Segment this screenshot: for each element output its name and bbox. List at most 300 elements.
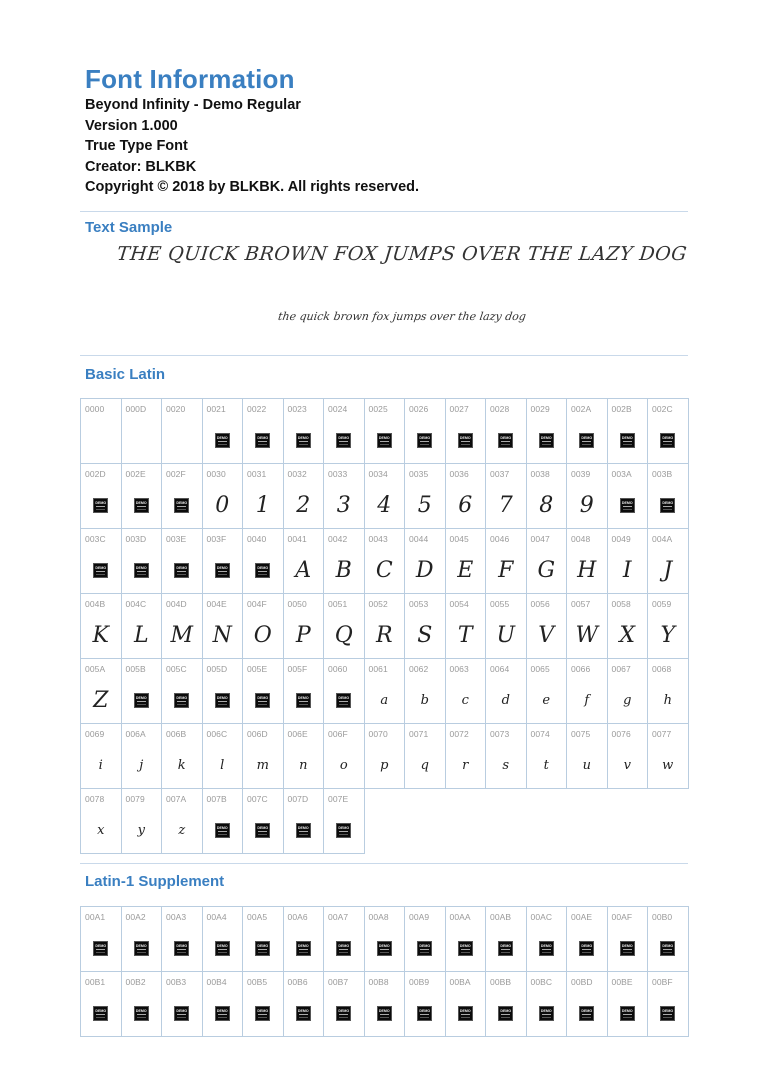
codepoint-label: 006C bbox=[206, 729, 228, 739]
codepoint-label: 00A1 bbox=[85, 912, 106, 922]
glyph-preview bbox=[203, 423, 243, 457]
codepoint-label: 0028 bbox=[490, 404, 510, 414]
glyph-preview bbox=[648, 423, 688, 457]
glyph-preview bbox=[405, 996, 445, 1030]
demo-glyph-placeholder-icon: DEMO bbox=[539, 433, 554, 448]
glyph-preview bbox=[243, 683, 283, 717]
glyph-cell-006E bbox=[284, 724, 325, 789]
glyph-cell-0035 bbox=[405, 464, 446, 529]
demo-glyph-placeholder-icon: DEMO bbox=[93, 498, 108, 513]
glyph-preview: v bbox=[623, 757, 631, 773]
demo-glyph-placeholder-icon: DEMO bbox=[255, 563, 270, 578]
glyph-preview bbox=[527, 931, 567, 965]
demo-glyph-placeholder-icon: DEMO bbox=[215, 563, 230, 578]
glyph-preview: M bbox=[170, 622, 194, 648]
glyph-preview bbox=[243, 553, 283, 587]
glyph-preview: A bbox=[295, 557, 312, 583]
glyph-cell-0022 bbox=[243, 399, 284, 464]
codepoint-label: 0079 bbox=[125, 794, 145, 804]
glyph-row bbox=[81, 529, 689, 594]
glyph-cell-0045 bbox=[446, 529, 487, 594]
codepoint-label: 00A8 bbox=[368, 912, 389, 922]
glyph-cell-00A7 bbox=[324, 907, 365, 972]
glyph-cell-0044 bbox=[405, 529, 446, 594]
codepoint-label: 00A5 bbox=[247, 912, 268, 922]
glyph-preview bbox=[122, 996, 162, 1030]
glyph-preview bbox=[324, 931, 364, 965]
codepoint-label: 0067 bbox=[611, 664, 631, 674]
glyph-row bbox=[81, 972, 689, 1037]
glyph-cell-0036 bbox=[446, 464, 487, 529]
glyph-cell-00B2 bbox=[122, 972, 163, 1037]
glyph-preview: X bbox=[619, 622, 636, 648]
codepoint-label: 004F bbox=[247, 599, 267, 609]
glyph-cell-0062 bbox=[405, 659, 446, 724]
codepoint-label: 0046 bbox=[490, 534, 510, 544]
demo-glyph-placeholder-icon: DEMO bbox=[296, 941, 311, 956]
codepoint-label: 00BC bbox=[530, 977, 553, 987]
glyph-preview bbox=[81, 488, 121, 522]
codepoint-label: 0025 bbox=[368, 404, 388, 414]
glyph-preview: u bbox=[582, 757, 591, 773]
codepoint-label: 006F bbox=[328, 729, 348, 739]
glyph-preview: N bbox=[212, 622, 232, 648]
codepoint-label: 0035 bbox=[409, 469, 429, 479]
glyph-preview bbox=[405, 931, 445, 965]
glyph-preview: J bbox=[663, 557, 673, 583]
glyph-preview: W bbox=[575, 622, 599, 648]
glyph-preview bbox=[284, 813, 324, 847]
demo-glyph-placeholder-icon: DEMO bbox=[255, 433, 270, 448]
demo-glyph-placeholder-icon: DEMO bbox=[296, 433, 311, 448]
glyph-preview bbox=[608, 931, 648, 965]
demo-glyph-placeholder-icon: DEMO bbox=[660, 498, 675, 513]
glyph-cell-0060 bbox=[324, 659, 365, 724]
glyph-cell-00AB bbox=[486, 907, 527, 972]
glyph-cell-00AC bbox=[527, 907, 568, 972]
glyph-preview: F bbox=[498, 557, 514, 583]
codepoint-label: 0063 bbox=[449, 664, 469, 674]
sample-uppercase: THE QUICK BROWN FOX JUMPS OVER THE LAZY DOG bbox=[115, 243, 689, 265]
demo-glyph-placeholder-icon: DEMO bbox=[377, 1006, 392, 1021]
glyph-cell-0057 bbox=[567, 594, 608, 659]
codepoint-label: 002B bbox=[611, 404, 632, 414]
demo-glyph-placeholder-icon: DEMO bbox=[498, 941, 513, 956]
glyph-cell-0076 bbox=[608, 724, 649, 789]
glyph-cell-00A9 bbox=[405, 907, 446, 972]
codepoint-label: 0048 bbox=[571, 534, 591, 544]
glyph-cell-002A bbox=[567, 399, 608, 464]
glyph-cell-004B bbox=[81, 594, 122, 659]
glyph-preview bbox=[567, 423, 607, 457]
codepoint-label: 0047 bbox=[530, 534, 550, 544]
glyph-cell-003F bbox=[203, 529, 244, 594]
codepoint-label: 006B bbox=[166, 729, 187, 739]
glyph-preview: Z bbox=[93, 687, 109, 713]
glyph-preview bbox=[405, 423, 445, 457]
codepoint-label: 0070 bbox=[368, 729, 388, 739]
glyph-preview: q bbox=[420, 757, 429, 773]
codepoint-label: 0031 bbox=[247, 469, 267, 479]
section-heading-basic-latin: Basic Latin bbox=[85, 366, 166, 383]
glyph-preview bbox=[324, 996, 364, 1030]
glyph-cell-00A4 bbox=[203, 907, 244, 972]
glyph-preview bbox=[486, 423, 526, 457]
demo-glyph-placeholder-icon: DEMO bbox=[255, 1006, 270, 1021]
glyph-preview: c bbox=[461, 692, 469, 708]
demo-glyph-placeholder-icon: DEMO bbox=[458, 1006, 473, 1021]
codepoint-label: 0026 bbox=[409, 404, 429, 414]
demo-glyph-placeholder-icon: DEMO bbox=[134, 563, 149, 578]
glyph-cell-00BB bbox=[486, 972, 527, 1037]
glyph-cell-004E bbox=[203, 594, 244, 659]
demo-glyph-placeholder-icon: DEMO bbox=[93, 1006, 108, 1021]
glyph-preview bbox=[162, 488, 202, 522]
glyph-cell-005F bbox=[284, 659, 325, 724]
glyph-cell-003C bbox=[81, 529, 122, 594]
demo-glyph-placeholder-icon: DEMO bbox=[255, 823, 270, 838]
glyph-cell-0069 bbox=[81, 724, 122, 789]
codepoint-label: 005D bbox=[206, 664, 228, 674]
glyph-cell-0033 bbox=[324, 464, 365, 529]
glyph-preview bbox=[162, 553, 202, 587]
codepoint-label: 0078 bbox=[85, 794, 105, 804]
demo-glyph-placeholder-icon: DEMO bbox=[255, 941, 270, 956]
glyph-preview-empty bbox=[81, 423, 121, 457]
glyph-cell-00B3 bbox=[162, 972, 203, 1037]
codepoint-label: 00BD bbox=[571, 977, 593, 987]
codepoint-label: 0030 bbox=[206, 469, 226, 479]
codepoint-label: 004D bbox=[166, 599, 187, 609]
demo-glyph-placeholder-icon: DEMO bbox=[296, 823, 311, 838]
glyph-cell-0067 bbox=[608, 659, 649, 724]
glyph-preview: k bbox=[177, 757, 186, 773]
codepoint-label: 00B0 bbox=[652, 912, 673, 922]
glyph-cell-0078 bbox=[81, 789, 122, 854]
demo-glyph-placeholder-icon: DEMO bbox=[134, 941, 149, 956]
demo-glyph-placeholder-icon: DEMO bbox=[215, 823, 230, 838]
glyph-cell-000D bbox=[122, 399, 163, 464]
codepoint-label: 002E bbox=[125, 469, 146, 479]
glyph-cell-00AE bbox=[567, 907, 608, 972]
glyph-cell-005B bbox=[122, 659, 163, 724]
glyph-cell-00A8 bbox=[365, 907, 406, 972]
glyph-preview: R bbox=[375, 622, 393, 648]
glyph-cell-0066 bbox=[567, 659, 608, 724]
glyph-preview bbox=[243, 423, 283, 457]
glyph-cell-007B bbox=[203, 789, 244, 854]
glyph-cell-00A2 bbox=[122, 907, 163, 972]
glyph-cell-0025 bbox=[365, 399, 406, 464]
codepoint-label: 0055 bbox=[490, 599, 510, 609]
glyph-cell-0074 bbox=[527, 724, 568, 789]
glyph-preview: B bbox=[335, 557, 352, 583]
glyph-preview bbox=[365, 423, 405, 457]
glyph-preview bbox=[122, 553, 162, 587]
codepoint-label: 00B6 bbox=[287, 977, 308, 987]
glyph-cell-0048 bbox=[567, 529, 608, 594]
glyph-row bbox=[81, 399, 689, 464]
glyph-preview bbox=[324, 423, 364, 457]
glyph-preview bbox=[567, 931, 607, 965]
glyph-cell-0056 bbox=[527, 594, 568, 659]
glyph-cell-0050 bbox=[284, 594, 325, 659]
glyph-cell-004C bbox=[122, 594, 163, 659]
codepoint-label: 0076 bbox=[611, 729, 631, 739]
codepoint-label: 0074 bbox=[530, 729, 550, 739]
divider bbox=[80, 211, 688, 212]
glyph-cell-0020 bbox=[162, 399, 203, 464]
glyph-preview bbox=[284, 423, 324, 457]
codepoint-label: 0051 bbox=[328, 599, 348, 609]
glyph-preview: H bbox=[577, 557, 597, 583]
glyph-cell-007E bbox=[324, 789, 365, 854]
demo-glyph-placeholder-icon: DEMO bbox=[620, 498, 635, 513]
glyph-cell-002E bbox=[122, 464, 163, 529]
codepoint-label: 00B4 bbox=[206, 977, 227, 987]
codepoint-label: 0071 bbox=[409, 729, 429, 739]
glyph-cell-00B1 bbox=[81, 972, 122, 1037]
glyph-preview: e bbox=[542, 692, 551, 708]
codepoint-label: 0061 bbox=[368, 664, 388, 674]
glyph-cell-00BF bbox=[648, 972, 689, 1037]
glyph-cell-006C bbox=[203, 724, 244, 789]
codepoint-label: 007B bbox=[206, 794, 227, 804]
codepoint-label: 002F bbox=[166, 469, 186, 479]
codepoint-label: 007E bbox=[328, 794, 349, 804]
glyph-cell-003D bbox=[122, 529, 163, 594]
glyph-preview bbox=[324, 683, 364, 717]
codepoint-label: 0049 bbox=[611, 534, 631, 544]
demo-glyph-placeholder-icon: DEMO bbox=[174, 1006, 189, 1021]
codepoint-label: 006E bbox=[287, 729, 308, 739]
codepoint-label: 006D bbox=[247, 729, 268, 739]
demo-glyph-placeholder-icon: DEMO bbox=[579, 941, 594, 956]
glyph-cell-0023 bbox=[284, 399, 325, 464]
demo-glyph-placeholder-icon: DEMO bbox=[134, 498, 149, 513]
demo-glyph-placeholder-icon: DEMO bbox=[336, 941, 351, 956]
glyph-preview: Q bbox=[334, 622, 353, 648]
page-title: Font Information bbox=[85, 64, 295, 94]
glyph-preview bbox=[203, 553, 243, 587]
glyph-cell-004D bbox=[162, 594, 203, 659]
glyph-cell-00B6 bbox=[284, 972, 325, 1037]
glyph-cell-0053 bbox=[405, 594, 446, 659]
codepoint-label: 007A bbox=[166, 794, 187, 804]
glyph-preview-empty bbox=[162, 423, 202, 457]
codepoint-label: 0068 bbox=[652, 664, 672, 674]
glyph-preview-empty bbox=[122, 423, 162, 457]
glyph-cell-0043 bbox=[365, 529, 406, 594]
glyph-cell-004A bbox=[648, 529, 689, 594]
codepoint-label: 004A bbox=[652, 534, 673, 544]
glyph-preview: 9 bbox=[579, 492, 594, 518]
demo-glyph-placeholder-icon: DEMO bbox=[660, 433, 675, 448]
codepoint-label: 0044 bbox=[409, 534, 429, 544]
codepoint-label: 0064 bbox=[490, 664, 510, 674]
glyph-preview: n bbox=[299, 757, 308, 773]
glyph-row bbox=[81, 594, 689, 659]
font-metadata bbox=[85, 95, 419, 198]
glyph-cell-003A bbox=[608, 464, 649, 529]
glyph-cell-0027 bbox=[446, 399, 487, 464]
glyph-cell-005E bbox=[243, 659, 284, 724]
glyph-preview bbox=[284, 931, 324, 965]
glyph-preview: 4 bbox=[377, 492, 392, 518]
codepoint-label: 0075 bbox=[571, 729, 591, 739]
codepoint-label: 003F bbox=[206, 534, 227, 544]
glyph-cell-005A bbox=[81, 659, 122, 724]
glyph-cell-002B bbox=[608, 399, 649, 464]
glyph-cell-0054 bbox=[446, 594, 487, 659]
glyph-cell-0040 bbox=[243, 529, 284, 594]
glyph-preview: b bbox=[420, 692, 429, 708]
codepoint-label: 0062 bbox=[409, 664, 429, 674]
codepoint-label: 0052 bbox=[368, 599, 388, 609]
glyph-preview: 0 bbox=[215, 492, 230, 518]
codepoint-label: 0065 bbox=[530, 664, 550, 674]
codepoint-label: 0023 bbox=[287, 404, 307, 414]
glyph-preview: y bbox=[137, 822, 145, 838]
codepoint-label: 0050 bbox=[287, 599, 307, 609]
demo-glyph-placeholder-icon: DEMO bbox=[336, 693, 351, 708]
demo-glyph-placeholder-icon: DEMO bbox=[498, 433, 513, 448]
glyph-preview bbox=[608, 423, 648, 457]
glyph-cell-0041 bbox=[284, 529, 325, 594]
font-version: Version 1.000 bbox=[85, 117, 178, 134]
demo-glyph-placeholder-icon: DEMO bbox=[215, 693, 230, 708]
codepoint-label: 00B1 bbox=[85, 977, 106, 987]
glyph-cell-0059 bbox=[648, 594, 689, 659]
glyph-cell-006D bbox=[243, 724, 284, 789]
codepoint-label: 0041 bbox=[287, 534, 307, 544]
demo-glyph-placeholder-icon: DEMO bbox=[417, 1006, 432, 1021]
glyph-preview bbox=[243, 996, 283, 1030]
codepoint-label: 00A4 bbox=[206, 912, 227, 922]
glyph-preview: l bbox=[220, 757, 225, 773]
glyph-preview bbox=[122, 683, 162, 717]
glyph-cell-0068 bbox=[648, 659, 689, 724]
glyph-preview: m bbox=[256, 757, 269, 773]
demo-glyph-placeholder-icon: DEMO bbox=[174, 941, 189, 956]
codepoint-label: 00A3 bbox=[166, 912, 187, 922]
glyph-preview bbox=[243, 813, 283, 847]
codepoint-label: 00A7 bbox=[328, 912, 349, 922]
glyph-preview: g bbox=[623, 692, 632, 708]
glyph-cell-00B9 bbox=[405, 972, 446, 1037]
glyph-preview bbox=[243, 931, 283, 965]
demo-glyph-placeholder-icon: DEMO bbox=[377, 941, 392, 956]
glyph-cell-00B5 bbox=[243, 972, 284, 1037]
glyph-cell-0049 bbox=[608, 529, 649, 594]
glyph-cell-00B0 bbox=[648, 907, 689, 972]
codepoint-label: 006A bbox=[125, 729, 146, 739]
font-copyright: Copyright © 2018 by BLKBK. All rights reserved. bbox=[85, 179, 420, 195]
demo-glyph-placeholder-icon: DEMO bbox=[377, 433, 392, 448]
glyph-cell-00A3 bbox=[162, 907, 203, 972]
codepoint-label: 0043 bbox=[368, 534, 388, 544]
glyph-cell-0031 bbox=[243, 464, 284, 529]
demo-glyph-placeholder-icon: DEMO bbox=[417, 433, 432, 448]
glyph-preview: d bbox=[501, 692, 510, 708]
glyph-row bbox=[81, 464, 689, 529]
glyph-preview: f bbox=[584, 692, 590, 708]
glyph-cell-0075 bbox=[567, 724, 608, 789]
divider bbox=[80, 863, 688, 864]
glyph-cell-0079 bbox=[122, 789, 163, 854]
codepoint-label: 0072 bbox=[449, 729, 469, 739]
glyph-cell-0065 bbox=[527, 659, 568, 724]
demo-glyph-placeholder-icon: DEMO bbox=[620, 433, 635, 448]
glyph-cell-0077 bbox=[648, 724, 689, 789]
codepoint-label: 00B8 bbox=[368, 977, 389, 987]
codepoint-label: 0069 bbox=[85, 729, 105, 739]
glyph-preview: K bbox=[92, 622, 109, 648]
codepoint-label: 00BE bbox=[611, 977, 633, 987]
glyph-cell-00B8 bbox=[365, 972, 406, 1037]
codepoint-label: 002C bbox=[652, 404, 673, 414]
codepoint-label: 003D bbox=[125, 534, 147, 544]
codepoint-label: 003B bbox=[652, 469, 673, 479]
codepoint-label: 0032 bbox=[287, 469, 307, 479]
glyph-preview bbox=[162, 683, 202, 717]
codepoint-label: 00B7 bbox=[328, 977, 349, 987]
font-name: Beyond Infinity - Demo Regular bbox=[85, 97, 301, 113]
codepoint-label: 00A9 bbox=[409, 912, 430, 922]
codepoint-label: 007D bbox=[287, 794, 309, 804]
demo-glyph-placeholder-icon: DEMO bbox=[539, 1006, 554, 1021]
glyph-grid-basic-latin bbox=[80, 398, 689, 854]
demo-glyph-placeholder-icon: DEMO bbox=[620, 941, 635, 956]
glyph-cell-0046 bbox=[486, 529, 527, 594]
demo-glyph-placeholder-icon: DEMO bbox=[174, 693, 189, 708]
glyph-cell-0047 bbox=[527, 529, 568, 594]
glyph-cell-0072 bbox=[446, 724, 487, 789]
demo-glyph-placeholder-icon: DEMO bbox=[174, 563, 189, 578]
sample-lowercase: the quick brown fox jumps over the lazy dog bbox=[277, 310, 527, 323]
codepoint-label: 0034 bbox=[368, 469, 388, 479]
glyph-cell-007A bbox=[162, 789, 203, 854]
codepoint-label: 00AA bbox=[449, 912, 471, 922]
codepoint-label: 00B5 bbox=[247, 977, 268, 987]
section-heading-text-sample: Text Sample bbox=[85, 219, 173, 236]
glyph-preview: 2 bbox=[296, 492, 311, 518]
codepoint-label: 004E bbox=[206, 599, 227, 609]
codepoint-label: 00A2 bbox=[125, 912, 146, 922]
codepoint-label: 0073 bbox=[490, 729, 510, 739]
glyph-cell-0051 bbox=[324, 594, 365, 659]
codepoint-label: 0037 bbox=[490, 469, 510, 479]
glyph-preview: S bbox=[417, 622, 433, 648]
glyph-cell-003E bbox=[162, 529, 203, 594]
glyph-preview: P bbox=[295, 622, 311, 648]
glyph-preview bbox=[486, 931, 526, 965]
glyph-preview: s bbox=[502, 757, 510, 773]
glyph-preview: G bbox=[537, 557, 556, 583]
codepoint-label: 0066 bbox=[571, 664, 591, 674]
glyph-preview: 5 bbox=[417, 492, 432, 518]
glyph-preview bbox=[648, 996, 688, 1030]
font-type: True Type Font bbox=[85, 138, 188, 154]
codepoint-label: 002A bbox=[571, 404, 592, 414]
codepoint-label: 002D bbox=[85, 469, 106, 479]
glyph-preview: t bbox=[543, 757, 549, 773]
demo-glyph-placeholder-icon: DEMO bbox=[134, 1006, 149, 1021]
glyph-cell-0042 bbox=[324, 529, 365, 594]
glyph-preview bbox=[122, 931, 162, 965]
glyph-cell-0070 bbox=[365, 724, 406, 789]
codepoint-label: 003A bbox=[611, 469, 632, 479]
